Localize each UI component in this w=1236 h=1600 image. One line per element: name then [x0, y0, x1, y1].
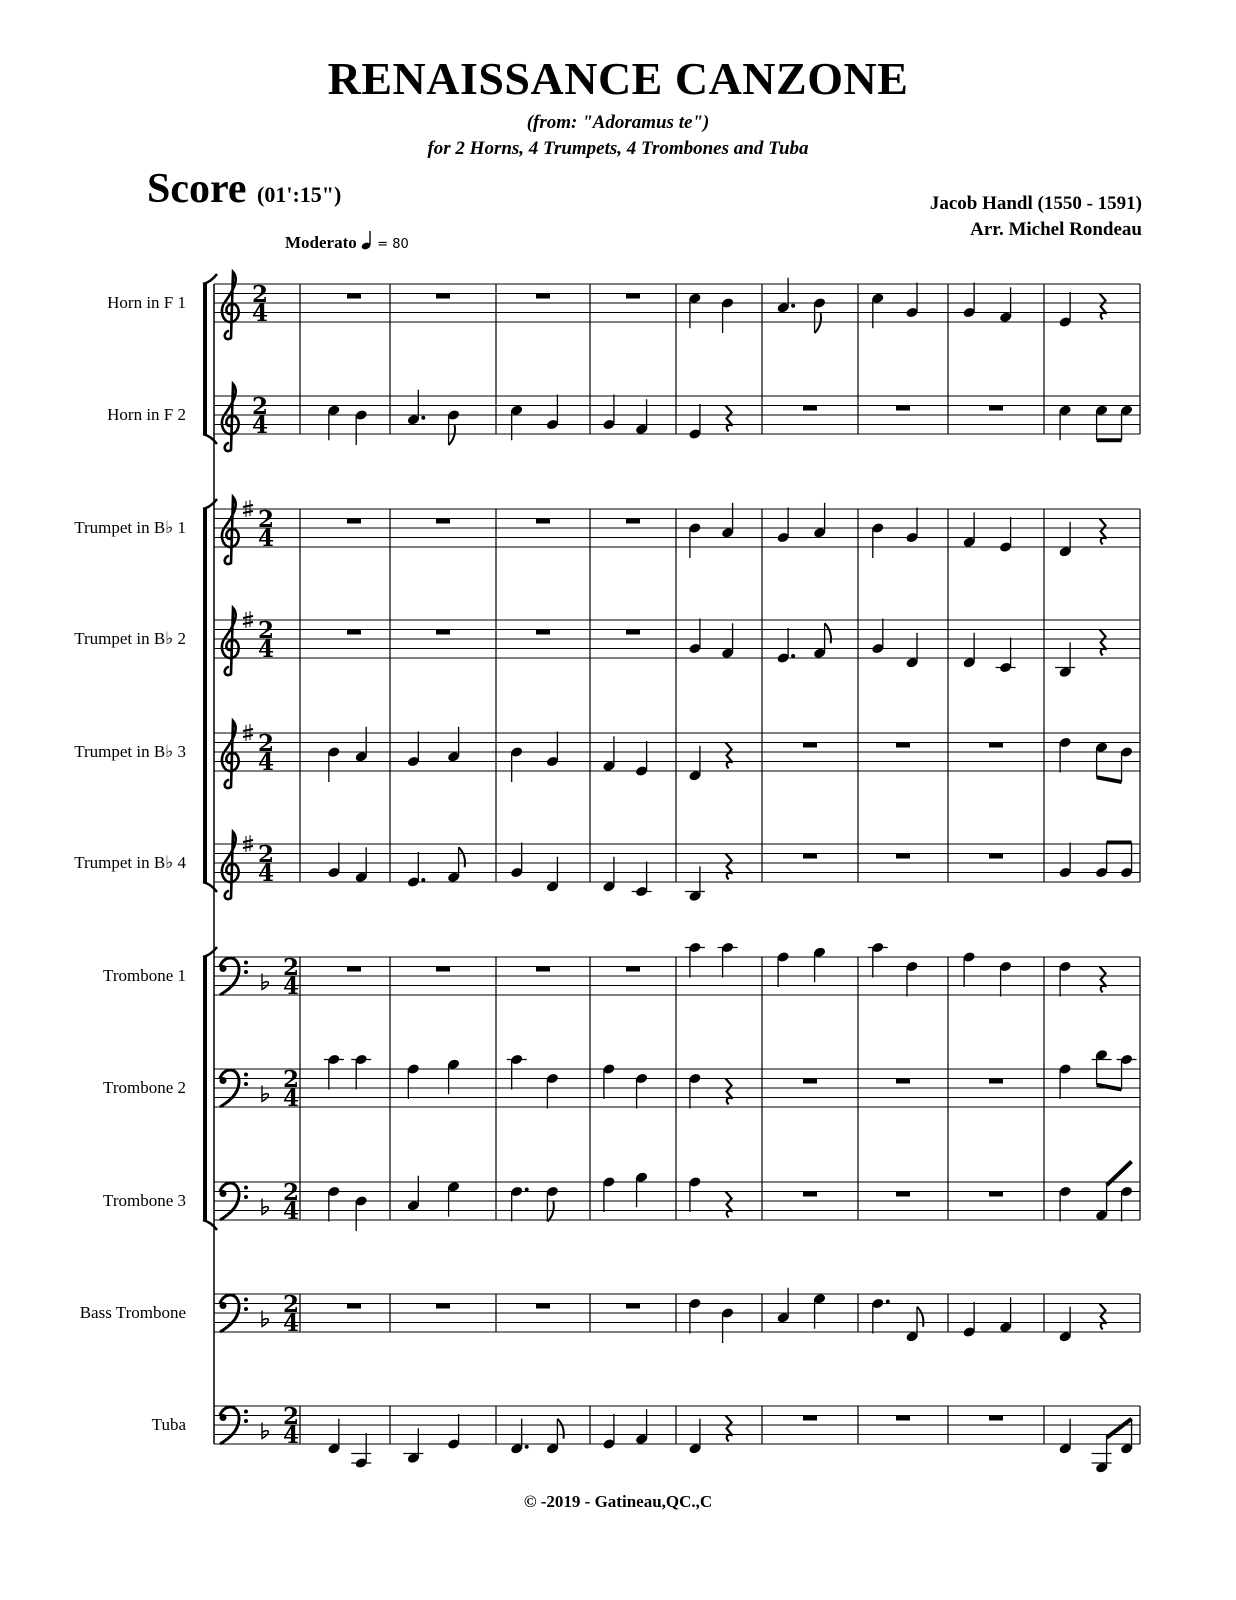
svg-text:2: 2: [258, 841, 275, 868]
svg-text:4: 4: [283, 1198, 300, 1225]
svg-text:4: 4: [283, 1310, 300, 1337]
composer-credit: Jacob Handl (1550 - 1591): [929, 193, 1142, 214]
instrument-name: Trumpet in B♭ 1: [74, 518, 186, 537]
svg-text:2: 2: [283, 1403, 300, 1430]
measure: [896, 1192, 910, 1197]
staff-9: [214, 1162, 1140, 1232]
measure: [989, 1192, 1003, 1197]
svg-text:2: 2: [258, 617, 275, 644]
svg-text:2: 2: [283, 1291, 300, 1318]
measure: [803, 854, 817, 859]
measure: [347, 967, 361, 972]
measure: [347, 519, 361, 524]
measure: [868, 942, 919, 997]
measure: [688, 404, 732, 440]
instrument-name: Tuba: [151, 1415, 186, 1434]
measure: [896, 406, 910, 411]
measure: [436, 294, 450, 299]
measure: [989, 854, 1003, 859]
instrument-name: Trombone 2: [103, 1078, 186, 1097]
svg-text:2: 2: [252, 281, 269, 308]
measure: [327, 1186, 368, 1231]
measure: [803, 1192, 817, 1197]
measure: [1058, 843, 1133, 879]
measure: [347, 1304, 361, 1309]
measure: [626, 630, 640, 635]
measure: [347, 294, 361, 299]
measure: [1058, 737, 1133, 782]
measure: [688, 1298, 734, 1343]
svg-text:2: 2: [258, 506, 275, 533]
measure: [510, 843, 559, 893]
measure: [626, 294, 640, 299]
svg-text:4: 4: [283, 1422, 300, 1449]
tempo-bpm: = 80: [377, 237, 409, 252]
staff-2: [214, 384, 1140, 451]
measure: [688, 1073, 732, 1109]
measure: [536, 519, 550, 524]
measure: [688, 743, 732, 782]
staff-10: [214, 1288, 1140, 1343]
staff-6: [214, 832, 1140, 902]
svg-text:4: 4: [283, 973, 300, 1000]
measure: [1058, 1049, 1136, 1099]
score-title: RENAISSANCE CANZONE: [327, 53, 909, 104]
instrument-name: Trumpet in B♭ 2: [74, 629, 186, 648]
staff-1: [214, 272, 1140, 339]
measure: [1055, 630, 1106, 679]
measure: [1058, 519, 1106, 558]
measure: [536, 967, 550, 972]
svg-text:4: 4: [252, 300, 269, 327]
measure: [436, 967, 450, 972]
svg-text:2: 2: [258, 730, 275, 757]
svg-text:4: 4: [283, 1085, 300, 1112]
horns-bracket: [203, 274, 217, 444]
measure: [989, 1079, 1003, 1084]
instrument-name: Trumpet in B♭ 3: [74, 742, 186, 761]
measure: [896, 1416, 910, 1421]
measure: [871, 283, 919, 329]
staff-3: [214, 497, 1140, 564]
measure: [688, 1416, 732, 1455]
subtitle-source: (from: "Adoramus te"): [526, 112, 710, 133]
tempo-text: Moderato: [285, 233, 357, 252]
measure: [896, 743, 910, 748]
svg-text:4: 4: [258, 860, 275, 887]
svg-text:2: 2: [283, 1179, 300, 1206]
measure: [436, 630, 450, 635]
measure: [1058, 1419, 1133, 1474]
measure: [327, 727, 368, 782]
measure: [536, 630, 550, 635]
measure: [896, 854, 910, 859]
measure: [803, 406, 817, 411]
measure: [510, 395, 559, 441]
measure: [536, 294, 550, 299]
measure: [626, 967, 640, 972]
measure: [1058, 404, 1133, 440]
measure: [602, 1063, 648, 1108]
measure: [403, 1414, 460, 1464]
measure: [962, 951, 1012, 996]
measure: [510, 1186, 559, 1222]
measure: [407, 390, 461, 445]
staff-11: [214, 1403, 1140, 1474]
svg-text:2: 2: [252, 393, 269, 420]
staff-7: [214, 942, 1140, 1000]
trumpets-bracket: [203, 499, 217, 892]
measure: [776, 278, 826, 333]
measure: [896, 1079, 910, 1084]
measure: [989, 1416, 1003, 1421]
measure: [803, 1079, 817, 1084]
measure: [626, 1304, 640, 1309]
measure: [989, 406, 1003, 411]
instrument-name: Horn in F 1: [107, 293, 186, 312]
svg-text:4: 4: [258, 525, 275, 552]
staff-8: [214, 1049, 1140, 1112]
measure: [536, 1304, 550, 1309]
svg-text:4: 4: [252, 412, 269, 439]
instrument-name: Trombone 3: [103, 1191, 186, 1210]
svg-text:4: 4: [258, 749, 275, 776]
measure: [685, 942, 738, 978]
measure: [347, 630, 361, 635]
measure: [1058, 961, 1106, 997]
score-label: Score: [147, 166, 247, 212]
instrument-name: Bass Trombone: [79, 1303, 186, 1322]
measure: [1058, 292, 1106, 328]
measure: [803, 1416, 817, 1421]
staff-4: [214, 608, 1140, 678]
arranger-credit: Arr. Michel Rondeau: [970, 219, 1142, 240]
measure: [324, 1054, 371, 1090]
score-duration: (01':15"): [257, 182, 342, 207]
measure: [626, 519, 640, 524]
copyright-footer: © -2019 - Gatineau,QC.,C: [523, 1492, 713, 1511]
measure: [871, 1298, 923, 1343]
subtitle-instrumentation: for 2 Horns, 4 Trumpets, 4 Trombones and Tuba: [427, 138, 809, 159]
svg-text:2: 2: [283, 954, 300, 981]
measure: [803, 743, 817, 748]
measure: [871, 619, 919, 669]
instrument-name: Horn in F 2: [107, 405, 186, 424]
measure: [688, 503, 734, 558]
measure: [510, 1419, 564, 1455]
measure: [1058, 1304, 1106, 1343]
measure: [685, 854, 733, 903]
measure: [871, 508, 919, 559]
svg-text:4: 4: [258, 636, 275, 663]
measure: [436, 1304, 450, 1309]
measure: [436, 519, 450, 524]
instrument-name: Trombone 1: [103, 966, 186, 985]
measure: [510, 732, 559, 783]
svg-text:2: 2: [283, 1066, 300, 1093]
measure: [989, 743, 1003, 748]
staff-5: [214, 721, 1140, 788]
instrument-name: Trumpet in B♭ 4: [74, 853, 186, 872]
measure: [507, 1054, 559, 1109]
